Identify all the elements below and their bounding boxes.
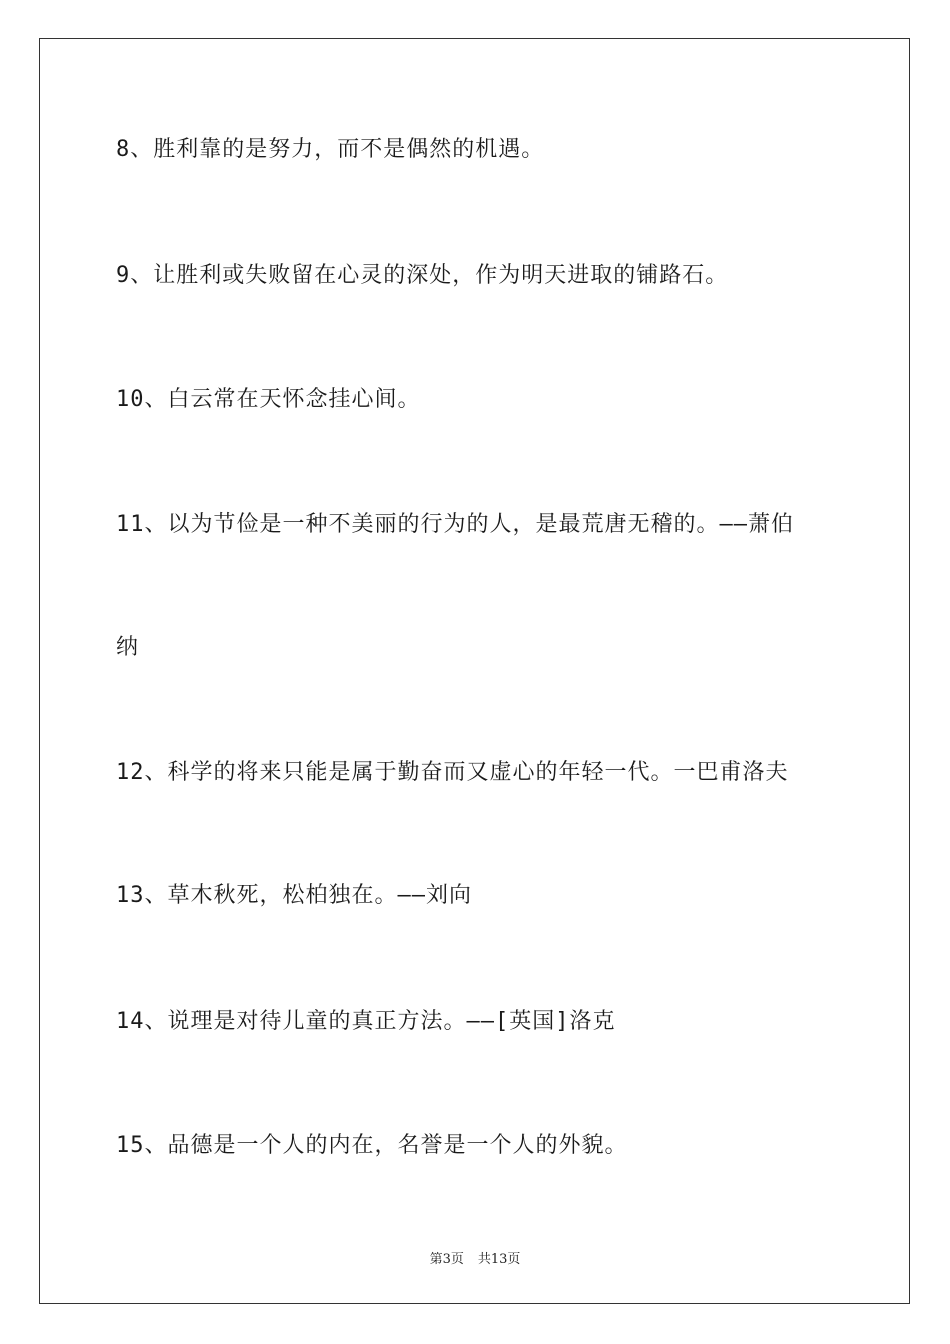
quote-line-13: 13、草木秋死，松柏独在。——刘向 (116, 883, 472, 908)
quote-line-12: 12、科学的将来只能是属于勤奋而又虚心的年轻一代。一巴甫洛夫 (116, 760, 789, 785)
page-current: 第3页 (429, 1252, 464, 1267)
quote-line-9: 9、让胜利或失败留在心灵的深处，作为明天进取的铺路石。 (116, 263, 729, 288)
page-total: 共13页 (477, 1252, 521, 1267)
quote-line-8: 8、胜利靠的是努力，而不是偶然的机遇。 (116, 137, 545, 162)
quote-line-11-continued: 纳 (116, 635, 140, 660)
quote-line-11: 11、以为节俭是一种不美丽的行为的人，是最荒唐无稽的。——萧伯 (116, 512, 794, 537)
page-footer (0, 1248, 950, 1267)
quote-line-15: 15、品德是一个人的内在，名誉是一个人的外貌。 (116, 1133, 628, 1158)
quote-line-10: 10、白云常在天怀念挂心间。 (116, 387, 421, 412)
page-border (39, 38, 910, 1304)
quote-line-14: 14、说理是对待儿童的真正方法。——[英国]洛克 (116, 1009, 616, 1034)
